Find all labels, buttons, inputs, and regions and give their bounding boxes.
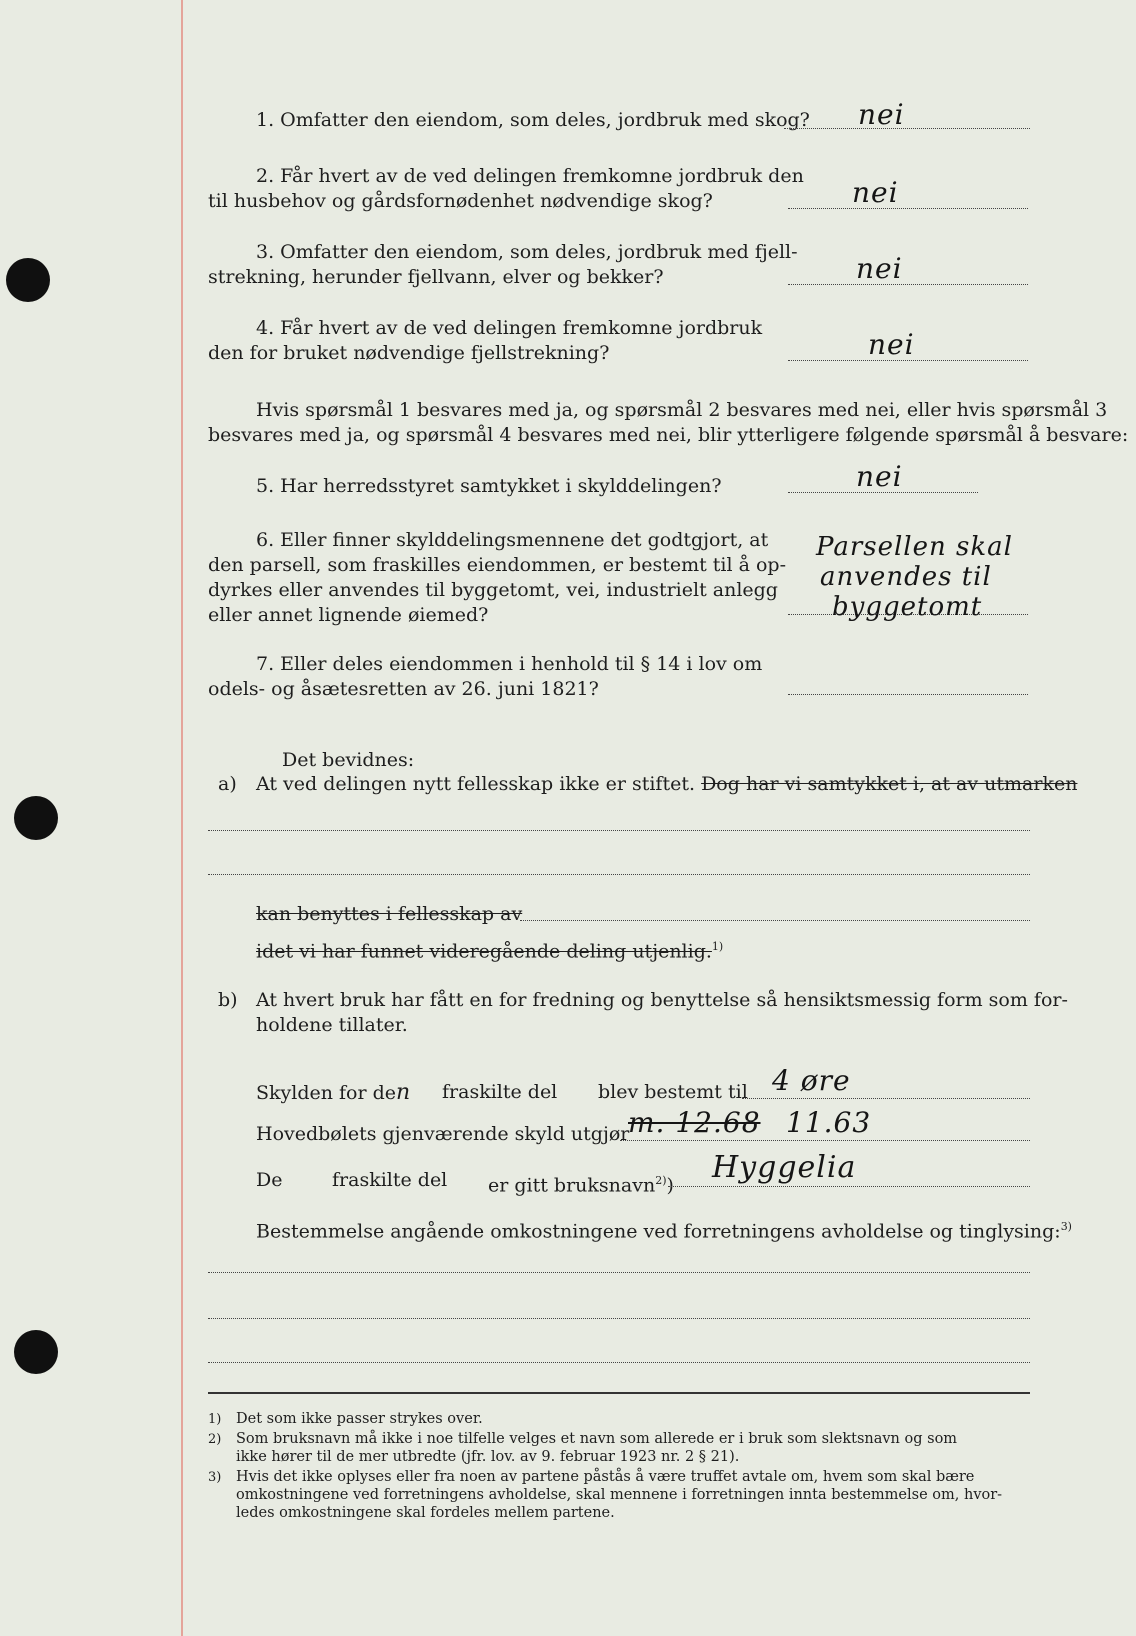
blank-line-3 bbox=[520, 920, 1030, 921]
skyld-line-1-a bbox=[256, 1080, 410, 1106]
bruksnavn-value: Hyggelia bbox=[712, 1150, 857, 1185]
omkostning-blank-2 bbox=[208, 1318, 1030, 1319]
skyld-handwritten-n: n bbox=[396, 1080, 411, 1105]
skyld-remaining-value: 11.63 bbox=[786, 1106, 872, 1139]
struck-deling: idet vi har funnet videregående deling utjenlig. bbox=[256, 940, 712, 963]
answer-1: nei bbox=[858, 98, 905, 131]
footnote-separator bbox=[208, 1392, 1030, 1394]
question-3-line-1: 3. Omfatter den eiendom, som deles, jordbruk med fjell- bbox=[256, 241, 798, 263]
skyld-line-1-dots bbox=[742, 1098, 1030, 1099]
skyld-line-2-dots bbox=[620, 1140, 1030, 1141]
question-1: 1. Omfatter den eiendom, som deles, jordbruk med skog? bbox=[256, 109, 810, 131]
answer-line-2 bbox=[788, 208, 1028, 209]
skyld-line-3-a: De bbox=[256, 1169, 283, 1191]
answer-6-line-1: Parsellen skal bbox=[816, 532, 1013, 562]
omkostning-line bbox=[256, 1214, 1072, 1244]
skyld-line-3-b: fraskilte del bbox=[332, 1169, 448, 1191]
footnote-1-mark: 1) bbox=[208, 1412, 222, 1427]
footnote-ref-1: 1) bbox=[711, 940, 724, 953]
skyld-old-value: m. 12.68 bbox=[628, 1106, 761, 1139]
attest-a-line bbox=[256, 772, 1077, 797]
answer-5: nei bbox=[856, 460, 903, 493]
question-6-line-2: den parsell, som fraskilles eiendommen, er bestemt til å op- bbox=[208, 554, 787, 576]
footnote-2-line-1: Som bruksnavn må ikke i noe tilfelle velges et navn som allerede er i bruk som slektsnavn og som bbox=[236, 1431, 958, 1447]
footnote-3-line-3: ledes omkostningene skal fordeles mellem partene. bbox=[236, 1505, 615, 1521]
skyld-value: 4 øre bbox=[772, 1064, 851, 1097]
omkostning-label: Bestemmelse angående omkostningene ved forretningens avholdelse og tinglysing: bbox=[256, 1220, 1061, 1243]
answer-2: nei bbox=[852, 176, 899, 209]
attest-a-label: a) bbox=[218, 773, 237, 795]
blank-line-2 bbox=[208, 874, 1030, 875]
question-6-line-3: dyrkes eller anvendes til byggetomt, vei, industrielt anlegg bbox=[208, 579, 778, 601]
answer-line-7 bbox=[788, 694, 1028, 695]
question-3-line-2: strekning, herunder fjellvann, elver og bekker? bbox=[208, 266, 664, 288]
question-4-line-1: 4. Får hvert av de ved delingen fremkomne jordbruk bbox=[256, 317, 763, 339]
skyld-line-3-c: er gitt bruksnavn$^{2)}$) bbox=[488, 1174, 674, 1197]
skyld-line-2-label: Hovedbølets gjenværende skyld utgjør bbox=[256, 1123, 630, 1145]
attest-b-line-2: holdene tillater. bbox=[256, 1014, 408, 1036]
question-6-line-4: eller annet lignende øiemed? bbox=[208, 604, 489, 626]
struck-deling-line bbox=[256, 934, 723, 964]
struck-fellesskap: kan benyttes i fellesskap av bbox=[256, 903, 523, 925]
answer-line-3 bbox=[788, 284, 1028, 285]
attest-b-label: b) bbox=[218, 989, 238, 1011]
condition-line-2: besvares med ja, og spørsmål 4 besvares med nei, blir ytterligere følgende spørsmål å besvare: bbox=[208, 424, 1129, 446]
skyld-line-3-dots bbox=[668, 1186, 1030, 1187]
question-7-line-2: odels- og åsætesretten av 26. juni 1821? bbox=[208, 678, 599, 700]
attest-b-line-1: At hvert bruk har fått en for fredning og benyttelse så hensiktsmessig form som for- bbox=[256, 989, 1068, 1011]
bruksnavn-label: er gitt bruksnavn bbox=[488, 1174, 656, 1197]
footnote-3-mark: 3) bbox=[208, 1470, 222, 1485]
footnote-ref-3: 3) bbox=[1060, 1220, 1072, 1233]
attest-heading: Det bevidnes: bbox=[282, 749, 415, 771]
answer-3: nei bbox=[856, 252, 903, 285]
question-2-line-1: 2. Får hvert av de ved delingen fremkomne jordbruk den bbox=[256, 165, 804, 187]
punch-hole-bottom bbox=[14, 1330, 58, 1374]
skyld-label-a: Skylden for de bbox=[256, 1082, 397, 1104]
footnote-1: Det som ikke passer strykes over. bbox=[236, 1411, 483, 1427]
answer-4: nei bbox=[868, 328, 915, 361]
skyld-line-1-b: fraskilte del bbox=[442, 1081, 558, 1103]
question-4-line-2: den for bruket nødvendige fjellstrekning? bbox=[208, 342, 610, 364]
question-5: 5. Har herredsstyret samtykket i skylddelingen? bbox=[256, 475, 722, 497]
attest-a-struck: Dog har vi samtykket i, at av utmarken bbox=[701, 773, 1078, 795]
punch-hole-top bbox=[6, 258, 50, 302]
footnote-2-mark: 2) bbox=[208, 1432, 222, 1447]
answer-6-line-2: anvendes til bbox=[820, 562, 992, 592]
answer-line-1 bbox=[784, 128, 1030, 129]
answer-6-line-3: byggetomt bbox=[832, 592, 983, 622]
skyld-line-1-c: blev bestemt til bbox=[598, 1081, 748, 1103]
condition-line-1: Hvis spørsmål 1 besvares med ja, og spørsmål 2 besvares med nei, eller hvis spørsmål 3 bbox=[256, 399, 1108, 421]
margin-line bbox=[181, 0, 183, 1636]
punch-hole-middle bbox=[14, 796, 58, 840]
question-7-line-1: 7. Eller deles eiendommen i henhold til § 14 i lov om bbox=[256, 653, 763, 675]
footnote-3-line-1: Hvis det ikke oplyses eller fra noen av partene påstås å være truffet avtale om, hvem som skal bære bbox=[236, 1469, 975, 1485]
omkostning-blank-1 bbox=[208, 1272, 1030, 1273]
omkostning-blank-3 bbox=[208, 1362, 1030, 1363]
question-2-line-2: til husbehov og gårdsfornødenhet nødvendige skog? bbox=[208, 190, 713, 212]
question-6-line-1: 6. Eller finner skylddelingsmennene det godtgjort, at bbox=[256, 529, 769, 551]
footnote-ref-2: 2) bbox=[655, 1174, 667, 1187]
footnote-3-line-2: omkostningene ved forretningens avholdelse, skal mennene i forretningen innta bestemmelse om, hvor- bbox=[236, 1487, 1003, 1503]
blank-line-1 bbox=[208, 830, 1030, 831]
footnote-2-line-2: ikke hører til de mer utbredte (jfr. lov. av 9. februar 1923 nr. 2 § 21). bbox=[236, 1449, 740, 1465]
attest-a-text: At ved delingen nytt fellesskap ikke er stiftet. bbox=[256, 773, 696, 795]
